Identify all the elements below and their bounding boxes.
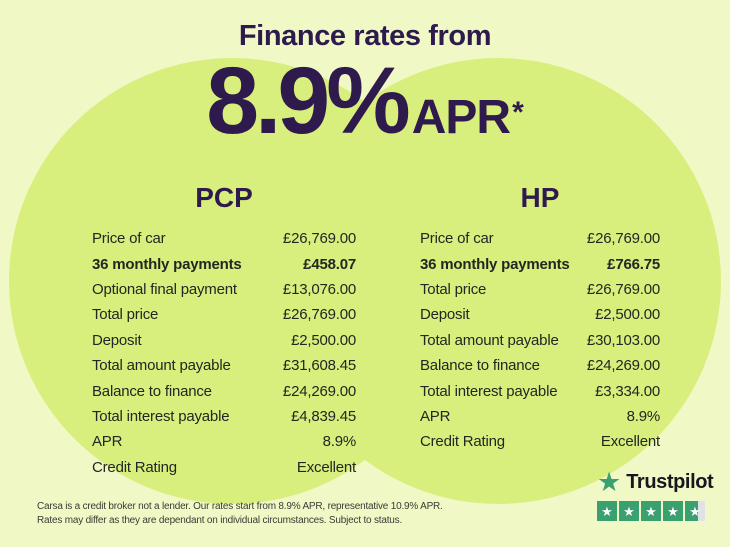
finance-row xyxy=(92,429,356,454)
finance-row xyxy=(92,455,356,480)
rating-star-box xyxy=(685,501,705,521)
banner-header xyxy=(0,20,730,154)
row-label: Total amount payable xyxy=(420,331,559,349)
star-icon: ★ xyxy=(601,503,613,519)
row-label: Total interest payable xyxy=(420,382,558,400)
finance-row xyxy=(92,404,356,429)
rating-star-box xyxy=(597,501,617,521)
row-label: APR xyxy=(92,433,123,451)
rating-star-box xyxy=(663,501,683,521)
finance-row xyxy=(92,226,356,251)
row-label: Balance to finance xyxy=(420,357,540,375)
hp-table xyxy=(420,183,660,455)
row-label: Credit Rating xyxy=(92,458,177,476)
star-icon: ★ xyxy=(667,503,679,519)
star-icon: ★ xyxy=(645,503,657,519)
row-label: Balance to finance xyxy=(92,382,212,400)
row-label: Total price xyxy=(92,306,159,324)
row-label: Total amount payable xyxy=(92,357,231,375)
row-value: £458.07 xyxy=(303,255,356,273)
trustpilot-star-icon: ★ xyxy=(597,467,622,497)
rating-star-box xyxy=(619,501,639,521)
pcp-table xyxy=(92,183,356,480)
trustpilot-logo xyxy=(597,469,713,495)
hp-table-title: HP xyxy=(520,182,560,213)
row-value: £2,500.00 xyxy=(595,306,660,324)
finance-row xyxy=(420,328,660,353)
row-label: 36 monthly payments xyxy=(92,255,242,273)
row-value: Excellent xyxy=(600,433,660,451)
finance-row xyxy=(92,353,356,378)
rate-label: APR xyxy=(411,91,511,144)
row-value: £24,269.00 xyxy=(282,382,356,400)
row-value: £26,769.00 xyxy=(586,230,660,248)
finance-row xyxy=(420,226,660,251)
banner-tagline: Finance rates from xyxy=(238,20,492,52)
row-label: Price of car xyxy=(420,230,494,248)
row-value: £4,839.45 xyxy=(291,407,356,425)
pcp-table-rows xyxy=(92,226,356,480)
hp-table-rows xyxy=(420,226,660,455)
rate-footnote-marker: * xyxy=(512,96,524,129)
row-value: £30,103.00 xyxy=(586,331,660,349)
row-value: £26,769.00 xyxy=(282,230,356,248)
finance-row xyxy=(420,251,660,276)
row-label: Total interest payable xyxy=(92,407,230,425)
row-value: 8.9% xyxy=(626,407,660,425)
rating-star-box xyxy=(641,501,661,521)
row-value: £3,334.00 xyxy=(595,382,660,400)
finance-row xyxy=(420,302,660,327)
row-label: Deposit xyxy=(420,306,470,324)
row-label: Credit Rating xyxy=(420,433,505,451)
pcp-table-title: PCP xyxy=(195,182,253,213)
row-value: £31,608.45 xyxy=(282,357,356,375)
finance-row xyxy=(420,378,660,403)
disclaimer-text xyxy=(37,500,487,528)
trustpilot-rating-stars xyxy=(597,501,713,521)
row-value: Excellent xyxy=(296,458,356,476)
row-value: £26,769.00 xyxy=(282,306,356,324)
finance-row xyxy=(420,277,660,302)
star-icon: ★ xyxy=(623,503,635,519)
row-value: £2,500.00 xyxy=(291,331,356,349)
row-label: Total price xyxy=(420,280,487,298)
row-value: 8.9% xyxy=(322,433,356,451)
row-label: Deposit xyxy=(92,331,142,349)
trustpilot-wordmark: Trustpilot xyxy=(626,470,714,493)
row-value: £766.75 xyxy=(607,255,660,273)
row-label: 36 monthly payments xyxy=(420,255,570,273)
row-value: £24,269.00 xyxy=(586,357,660,375)
finance-row xyxy=(420,353,660,378)
finance-row xyxy=(420,429,660,454)
trustpilot-badge xyxy=(597,469,713,521)
row-label: Optional final payment xyxy=(92,280,237,298)
finance-row xyxy=(420,404,660,429)
disclaimer-line-1: Carsa is a credit broker not a lender. Our rates start from 8.9% APR, representative 10.9% APR. xyxy=(37,501,443,512)
row-label: Price of car xyxy=(92,230,166,248)
finance-row xyxy=(92,328,356,353)
row-value: £26,769.00 xyxy=(586,280,660,298)
disclaimer-line-2: Rates may differ as they are dependant on individual circumstances. Subject to status. xyxy=(37,515,403,526)
rate-value: 8.9% xyxy=(206,48,407,154)
finance-row xyxy=(92,251,356,276)
finance-row xyxy=(92,302,356,327)
row-value: £13,076.00 xyxy=(282,280,356,298)
finance-row xyxy=(92,277,356,302)
finance-row xyxy=(92,378,356,403)
star-icon: ★ xyxy=(689,503,701,519)
headline-rate xyxy=(0,48,730,154)
row-label: APR xyxy=(420,407,451,425)
